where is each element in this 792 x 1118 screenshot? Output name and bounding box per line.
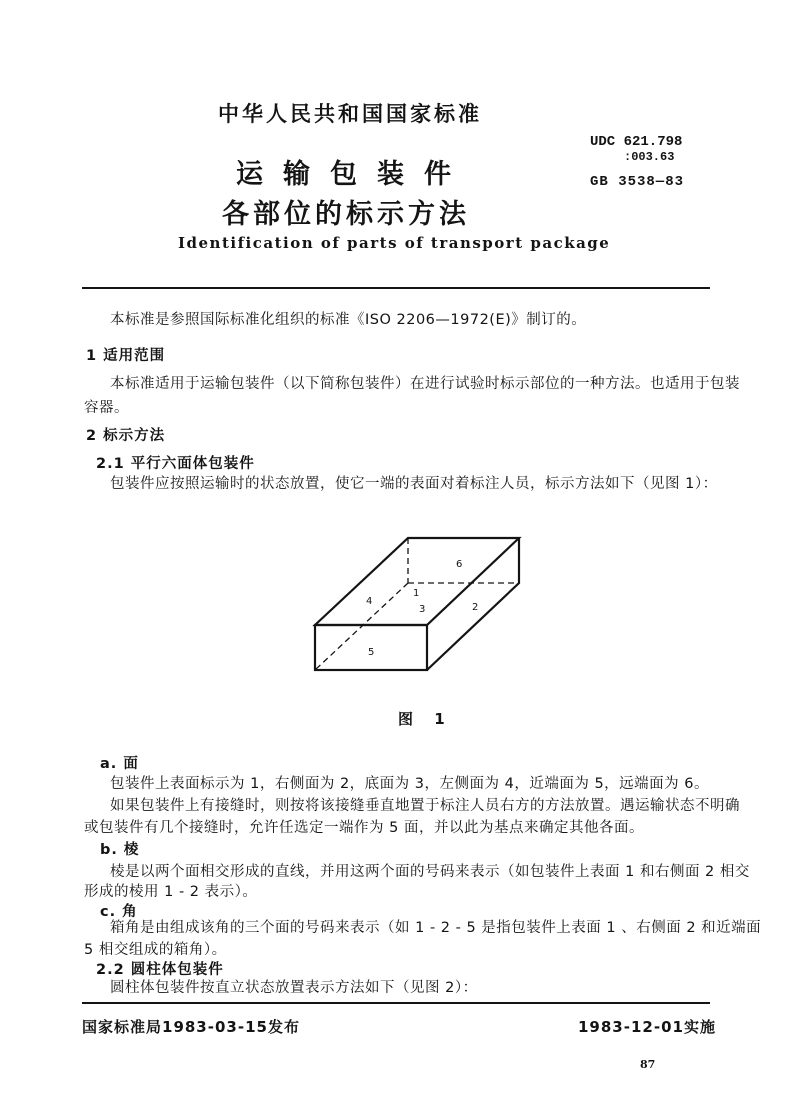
national-standard-title: 中华人民共和国国家标准: [218, 102, 482, 126]
udc-code-sub: :003.63: [624, 150, 675, 164]
item-a-paragraph-2-line1: 如果包装件上有接缝时，则按将该接缝垂直地置于标注人员右方的方法放置。遇运输状态不明确: [110, 798, 740, 814]
face-label-6: 6: [456, 559, 463, 570]
section-2-1-heading: 2.1 平行六面体包装件: [96, 456, 255, 472]
document-title-line1: 运输包装件: [236, 159, 471, 190]
section-1-paragraph-line2: 容器。: [84, 400, 129, 416]
face-label-1: 1: [413, 588, 420, 599]
section-2-2-heading: 2.2 圆柱体包装件: [96, 962, 224, 978]
section-1-heading: 1 适用范围: [86, 348, 166, 364]
face-label-2: 2: [472, 602, 479, 613]
section-2-2-paragraph: 圆柱体包装件按直立状态放置表示方法如下（见图 2）：: [110, 980, 478, 996]
item-a-paragraph-1: 包装件上表面标示为 1，右侧面为 2，底面为 3，左侧面为 4，近端面为 5，远端面为 6。: [110, 776, 710, 792]
section-1-paragraph-line1: 本标准适用于运输包装件（以下简称包装件）在进行试验时标示部位的一种方法。也适用于包装: [110, 376, 740, 392]
page-number: 87: [640, 1058, 656, 1071]
item-b-heading: b. 棱: [100, 842, 140, 858]
gb-code: GB 3538—83: [590, 174, 685, 190]
figure-1-caption: 图 1: [398, 710, 453, 728]
header-rule: [82, 287, 710, 289]
issue-date: 国家标准局1983-03-15发布: [82, 1018, 300, 1036]
hidden-edge-bottom-left: [315, 583, 408, 670]
item-c-heading: c. 角: [100, 904, 138, 920]
face-label-4: 4: [366, 596, 373, 607]
item-c-paragraph-line1: 箱角是由组成该角的三个面的号码来表示（如 1 - 2 - 5 是指包装件上表面 1 、右侧面 2 和近端面: [110, 920, 762, 936]
intro-paragraph: 本标准是参照国际标准化组织的标准《ISO 2206—1972(E)》制订的。: [110, 312, 587, 328]
item-b-paragraph-line2: 形成的棱用 1 - 2 表示）。: [84, 884, 258, 900]
face-label-5: 5: [368, 647, 375, 658]
item-a-paragraph-2-line2: 或包装件有几个接缝时，允许任选定一端作为 5 面，并以此为基点来确定其他各面。: [84, 820, 644, 836]
item-c-paragraph-line2: 5 相交组成的箱角）。: [84, 942, 227, 958]
udc-code: UDC 621.798: [590, 134, 683, 150]
document-title-line2: 各部位的标示方法: [222, 199, 470, 230]
section-2-1-paragraph: 包装件应按照运输时的状态放置，使它一端的表面对着标注人员，标示方法如下（见图 1）：: [110, 476, 718, 492]
document-title-english: Identification of parts of transport package: [178, 234, 611, 252]
footer-rule: [82, 1002, 710, 1004]
face-label-3: 3: [419, 604, 426, 615]
item-b-paragraph-line1: 棱是以两个面相交形成的直线，并用这两个面的号码来表示（如包装件上表面 1 和右侧面 2 相交: [110, 864, 750, 880]
effective-date: 1983-12-01实施: [578, 1018, 716, 1036]
item-a-heading: a. 面: [100, 756, 139, 772]
section-2-heading: 2 标示方法: [86, 428, 166, 444]
figure-1-box-diagram: [300, 530, 530, 675]
